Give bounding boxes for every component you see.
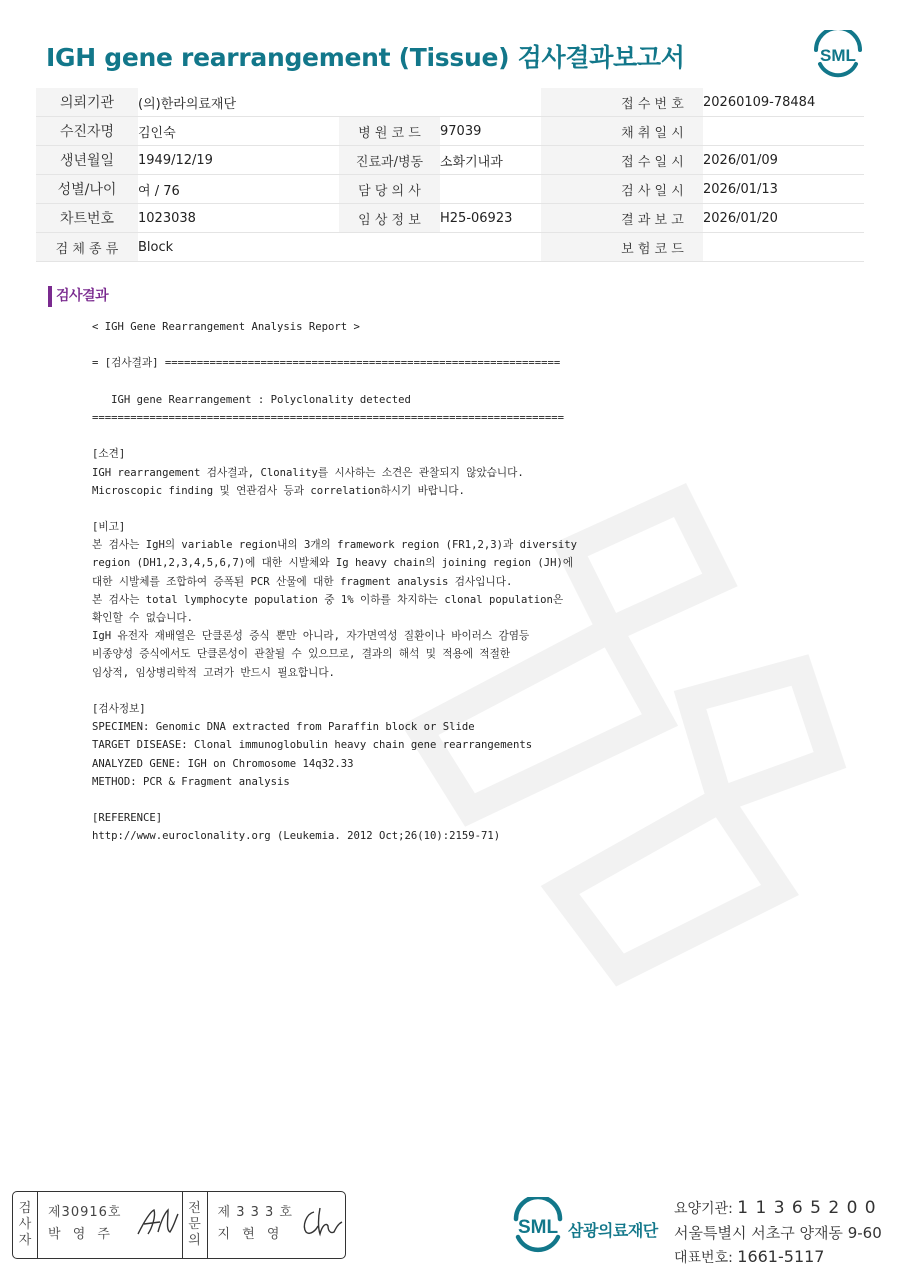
sml-logo xyxy=(812,30,864,82)
sml-footer-logo xyxy=(510,1197,566,1257)
report-line: TARGET DISEASE: Clonal immunoglobulin heavy chain gene rearrangements xyxy=(92,739,533,752)
tester-label-char: 사 xyxy=(18,1217,32,1232)
institution-value: (의)한라의료재단 xyxy=(138,88,339,117)
dob-value: 1949/12/19 xyxy=(138,146,339,175)
dob-label: 생년월일 xyxy=(36,146,138,175)
report-line: 본 검사는 IgH의 variable region내의 3개의 framework region (FR1,2,3)과 diversity xyxy=(92,539,578,552)
report-line: 확인할 수 없습니다. xyxy=(92,612,194,624)
chart-no-value: 1023038 xyxy=(138,204,339,233)
info-row xyxy=(36,146,864,175)
report-line: Microscopic finding 및 연관검사 등과 correlation하시기 바랍니다. xyxy=(92,484,465,497)
section-title: 검사결과 xyxy=(48,286,108,307)
report-line: [비고] xyxy=(92,521,126,534)
report-line: IGH rearrangement 검사결과, Clonality를 시사하는 소견은 관찰되지 않았습니다. xyxy=(92,466,524,479)
report-line: [소견] xyxy=(92,448,126,461)
corp-name: 삼광의료재단 xyxy=(568,1221,658,1240)
tester-signature-icon xyxy=(134,1204,182,1240)
sml-logo-icon xyxy=(812,30,864,78)
chart-no-label: 차트번호 xyxy=(36,204,138,233)
patient-label: 수진자명 xyxy=(36,117,138,146)
hospital-code-value: 97039 xyxy=(440,117,541,146)
report-line xyxy=(92,500,577,518)
collect-date-value xyxy=(703,117,864,146)
logo-text: SML xyxy=(820,46,856,65)
report-line xyxy=(92,336,577,354)
report-title: IGH gene rearrangement (Tissue) 검사결과보고서 xyxy=(46,43,685,72)
info-row xyxy=(36,175,864,204)
clinical-value: H25-06923 xyxy=(440,204,541,233)
dept-value: 소화기내과 xyxy=(440,146,541,175)
insurance-label: 보 험 코 드 xyxy=(602,233,703,262)
report-body xyxy=(92,318,577,845)
report-line: < IGH Gene Rearrangement Analysis Report > xyxy=(92,321,360,333)
specialist-name: 지 현 영 xyxy=(217,1227,284,1242)
info-row xyxy=(36,233,864,262)
report-line xyxy=(92,682,577,700)
report-line: http://www.euroclonality.org (Leukemia. 2012 Oct;26(10):2159-71) xyxy=(92,830,501,843)
report-line: 대한 시발체를 조합하여 증폭된 PCR 산물에 대한 fragment analysis 검사입니다. xyxy=(92,575,513,588)
specialist-signature-icon xyxy=(298,1204,346,1240)
dept-label: 진료과/병동 xyxy=(339,146,440,175)
sml-footer-logo-icon xyxy=(510,1197,566,1253)
receipt-date-label: 접 수 일 시 xyxy=(602,146,703,175)
receipt-no-label: 접 수 번 호 xyxy=(602,88,703,117)
report-line xyxy=(92,791,577,809)
tester-license-no: 제30916호 xyxy=(48,1205,122,1220)
sex-age-label: 성별/나이 xyxy=(36,175,138,204)
specialist-label-char: 의 xyxy=(188,1233,201,1248)
specialist-label-char: 문 xyxy=(188,1217,201,1232)
info-row xyxy=(36,204,864,233)
clinical-label: 임 상 정 보 xyxy=(339,204,440,233)
report-line: METHOD: PCR & Fragment analysis xyxy=(92,775,290,788)
collect-date-label: 채 취 일 시 xyxy=(602,117,703,146)
footer-logo-text: SML xyxy=(517,1217,559,1238)
doctor-label: 담 당 의 사 xyxy=(339,175,440,204)
insurance-value xyxy=(703,233,864,262)
specialist-label xyxy=(182,1192,208,1258)
hospital-code-label: 병 원 코 드 xyxy=(339,117,440,146)
specialist-license-no: 제 3 3 3 호 xyxy=(217,1205,293,1220)
patient-info-table xyxy=(36,88,864,262)
info-row xyxy=(36,88,864,117)
care-no: 1 1 3 6 5 2 0 0 xyxy=(737,1198,877,1218)
report-line: 비종양성 증식에서도 단클론성이 관찰될 수 있으므로, 결과의 해석 및 적용에 적절한 xyxy=(92,648,511,661)
care-label: 요양기관: xyxy=(674,1201,738,1217)
institution-label: 의뢰기관 xyxy=(36,88,138,117)
report-line: ========================================================================== xyxy=(92,411,564,424)
tester-label-char: 자 xyxy=(18,1233,32,1248)
report-line: = [검사결과] ============================================================== xyxy=(92,357,561,370)
report-line: 본 검사는 total lymphocyte population 중 1% 이하를 차지하는 clonal population은 xyxy=(92,593,564,606)
report-line: [검사정보] xyxy=(92,702,146,715)
tester-cell xyxy=(38,1192,176,1258)
phone-line xyxy=(674,1245,882,1270)
receipt-date-value: 2026/01/09 xyxy=(703,146,864,175)
specialist-label-char: 전 xyxy=(188,1201,201,1216)
report-line: IGH gene Rearrangement : Polyclonality detected xyxy=(92,393,411,406)
phone-label: 대표번호: xyxy=(674,1250,738,1266)
info-row xyxy=(36,117,864,146)
specimen-label: 검 체 종 류 xyxy=(36,233,138,262)
report-line: SPECIMEN: Genomic DNA extracted from Paraffin block or Slide xyxy=(92,721,475,734)
report-line: [REFERENCE] xyxy=(92,812,163,825)
test-date-label: 검 사 일 시 xyxy=(602,175,703,204)
report-line: IgH 유전자 재배열은 단클론성 증식 뿐만 아니라, 자가면역성 질환이나 바이러스 감염등 xyxy=(92,630,530,643)
signature-box xyxy=(12,1191,346,1259)
address-line: 서울특별시 서초구 양재동 9-60 xyxy=(674,1224,882,1242)
sex-age-value: 여 / 76 xyxy=(138,175,339,204)
report-date-value: 2026/01/20 xyxy=(703,204,864,233)
report-line: 임상적, 임상병리학적 고려가 반드시 필요합니다. xyxy=(92,666,335,679)
footer-address-block xyxy=(674,1196,882,1270)
phone-number: 1661-5117 xyxy=(737,1247,825,1266)
doctor-value xyxy=(440,175,541,204)
care-no-line xyxy=(674,1196,882,1221)
report-line: ANALYZED GENE: IGH on Chromosome 14q32.33 xyxy=(92,757,354,770)
report-line xyxy=(92,373,577,391)
patient-value: 김인숙 xyxy=(138,117,339,146)
specialist-cell xyxy=(208,1192,346,1258)
receipt-no-value: 20260109-78484 xyxy=(703,88,864,117)
tester-name: 박 영 주 xyxy=(48,1227,114,1242)
report-line xyxy=(92,427,577,445)
test-date-value: 2026/01/13 xyxy=(703,175,864,204)
report-date-label: 결 과 보 고 xyxy=(602,204,703,233)
tester-label xyxy=(13,1192,38,1258)
specimen-value: Block xyxy=(138,233,339,262)
tester-label-char: 검 xyxy=(18,1201,32,1216)
report-line: region (DH1,2,3,4,5,6,7)에 대한 시발체와 Ig heavy chain의 joining region (JH)에 xyxy=(92,557,574,570)
